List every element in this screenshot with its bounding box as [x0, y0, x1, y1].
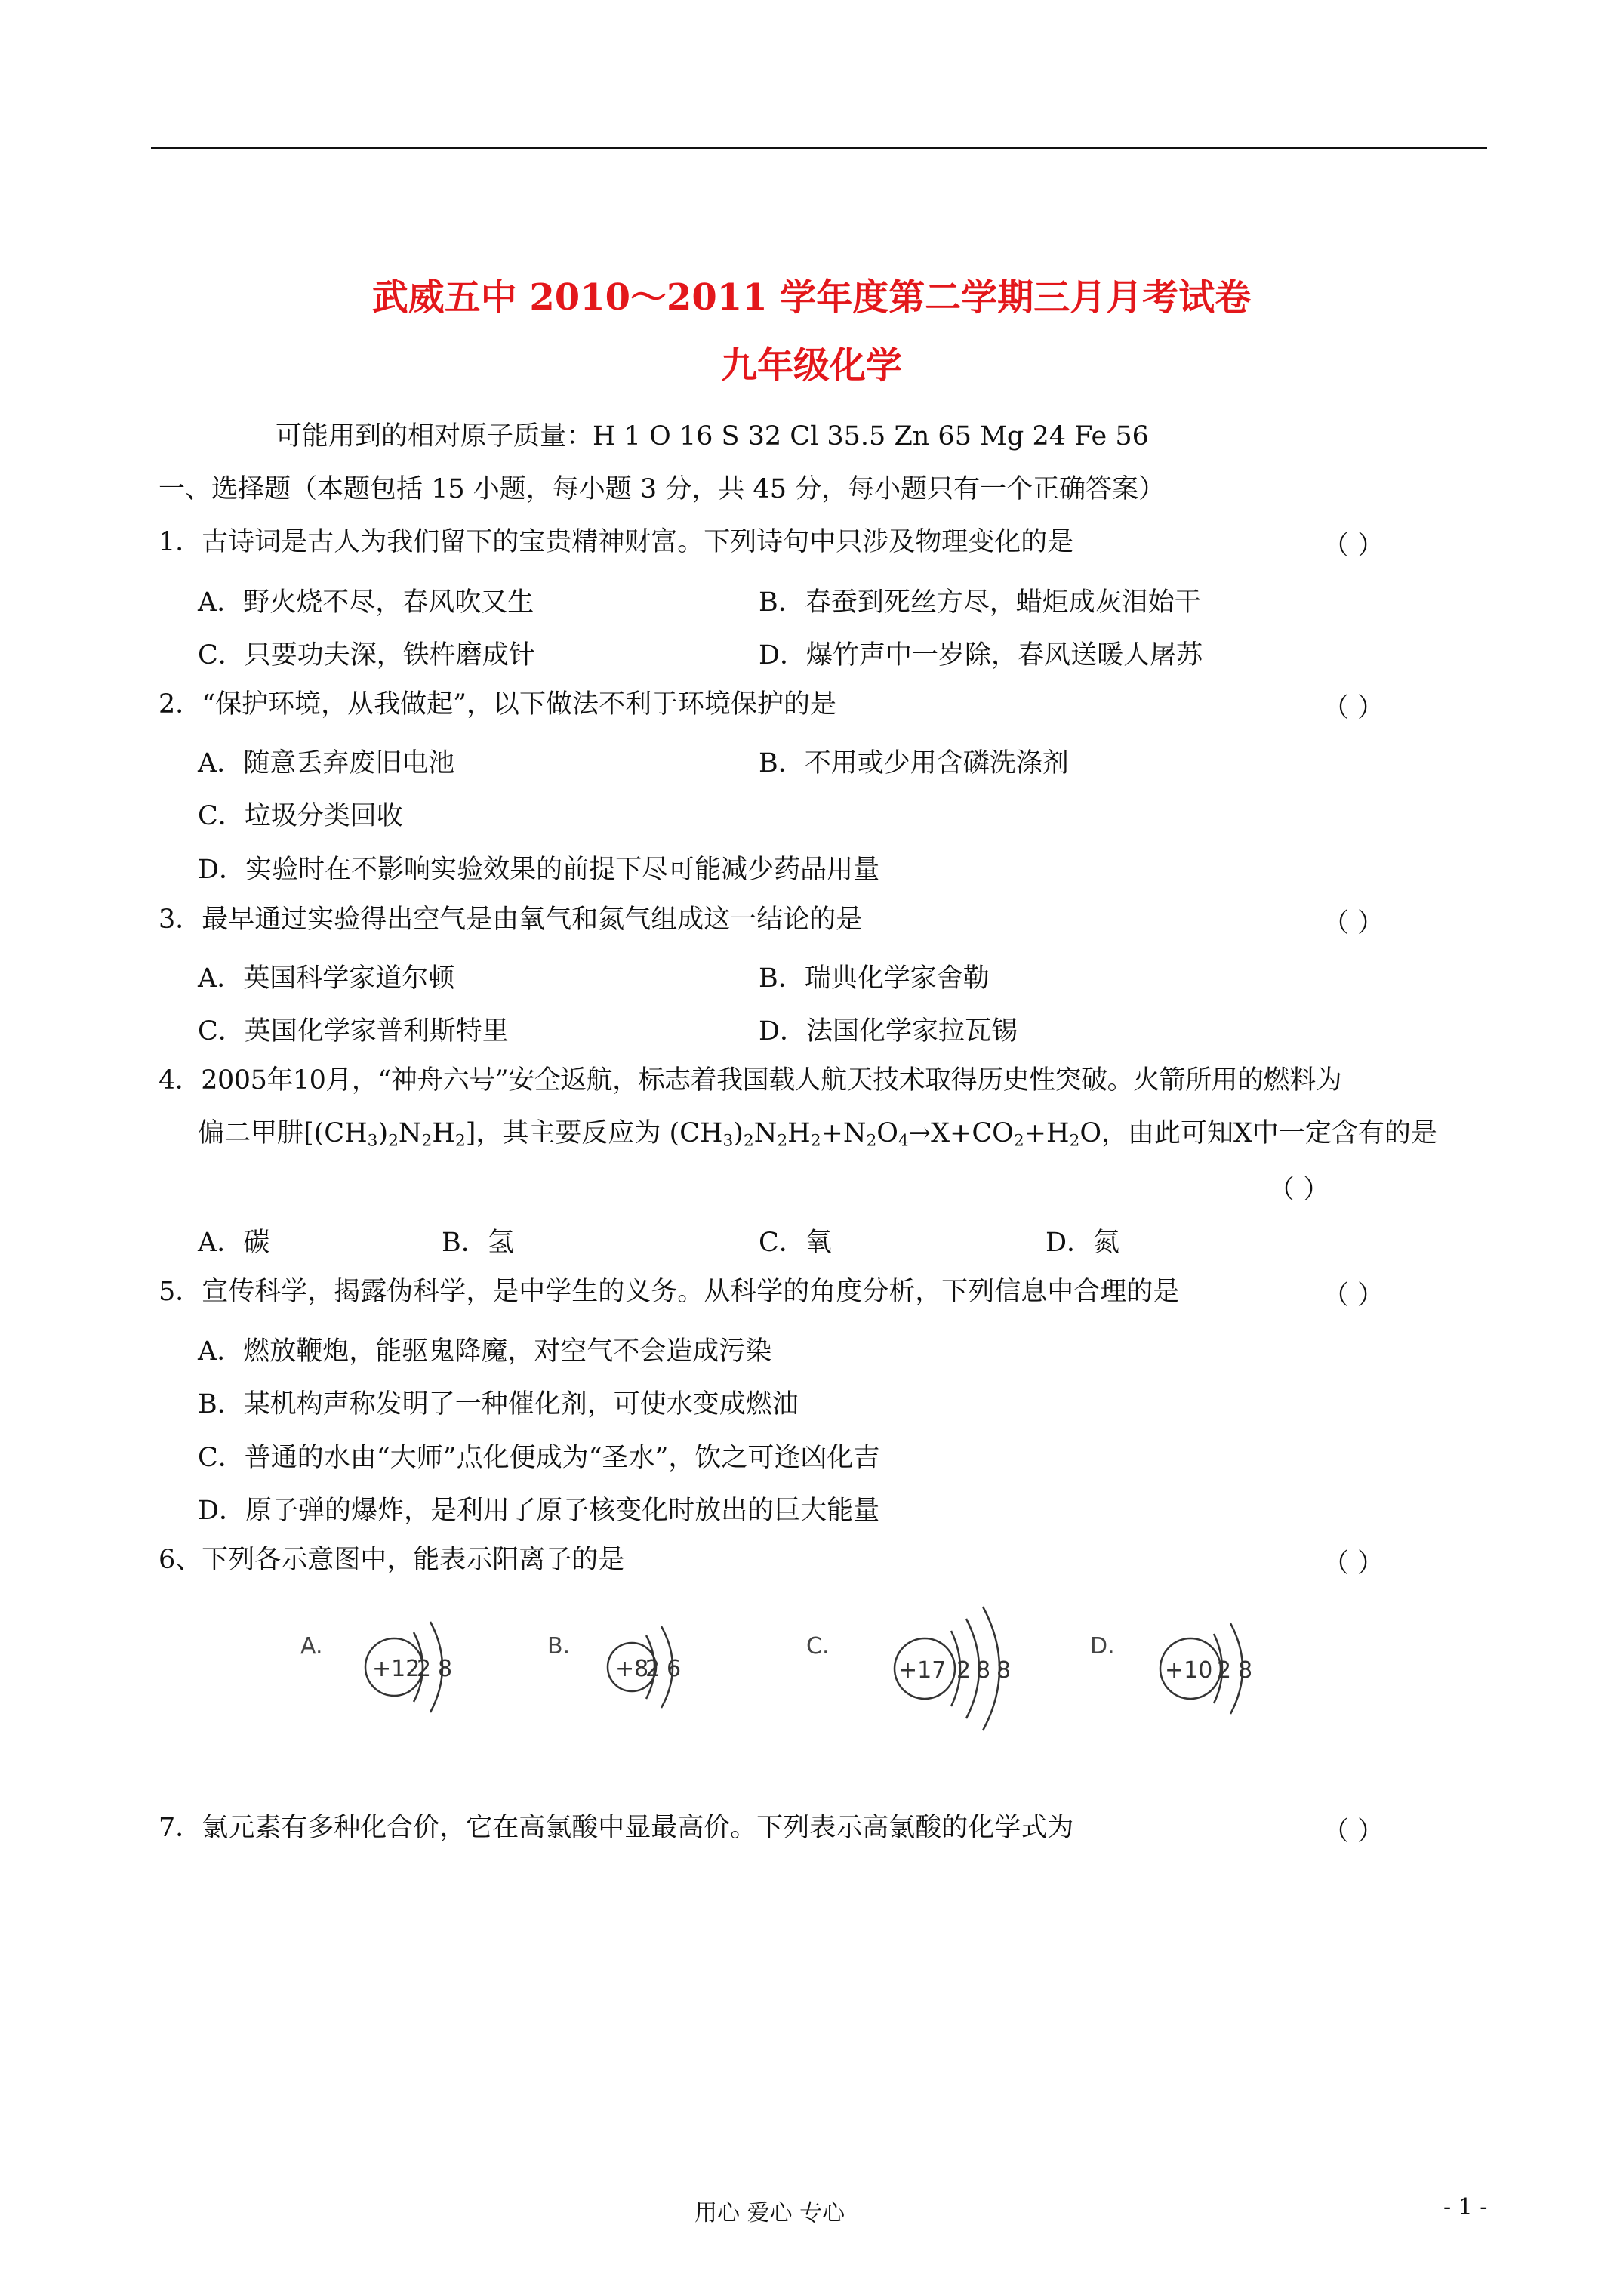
q2-option-a: A．随意丢弃废旧电池 [198, 748, 455, 778]
q4-option-d: D．氮 [1046, 1228, 1120, 1258]
diagram-label-d: D. [1090, 1633, 1115, 1660]
shell-electrons-a-1: 2 [417, 1656, 432, 1682]
q3-answer-paren: （ ） [1323, 908, 1384, 938]
shell-electrons-c-2: 8 [976, 1657, 991, 1684]
q1-option-b: B．春蚕到死丝方尽，蜡炬成灰泪始干 [759, 587, 1201, 618]
q3-option-a: A．英国科学家道尔顿 [198, 963, 455, 994]
q1-option-c: C．只要功夫深，铁杵磨成针 [198, 640, 535, 670]
shell-electrons-b-1: 2 [645, 1656, 661, 1682]
shell-electrons-d-2: 8 [1238, 1657, 1253, 1684]
q2-answer-paren: （ ） [1323, 693, 1384, 723]
q3-stem: 3．最早通过实验得出空气是由氧气和氮气组成这一结论的是 [159, 905, 863, 935]
q5-stem: 5．宣传科学，揭露伪科学，是中学生的义务。从科学的角度分析，下列信息中合理的是 [159, 1277, 1180, 1307]
atom-diagram-d [1090, 1623, 1252, 1714]
nucleus-charge-b: +8 [615, 1656, 649, 1682]
shell-electrons-c-3: 8 [996, 1657, 1012, 1684]
q1-stem: 1．古诗词是古人为我们留下的宝贵精神财富。下列诗句中只涉及物理变化的是 [159, 527, 1074, 557]
q2-option-c: C．垃圾分类回收 [198, 801, 403, 831]
diagram-label-a: A. [300, 1633, 323, 1660]
exam-title: 武威五中 2010～2011 学年度第二学期三月月考试卷 [371, 276, 1252, 319]
atom-diagram-b [547, 1626, 681, 1708]
shell-electrons-a-2: 8 [438, 1656, 453, 1682]
nucleus-charge-d: +10 [1165, 1657, 1213, 1684]
q2-stem: 2．“保护环境，从我做起”，以下做法不利于环境保护的是 [159, 689, 837, 720]
q5-answer-paren: （ ） [1323, 1281, 1384, 1311]
page-number: - 1 - [1443, 2194, 1488, 2220]
diagram-label-b: B. [547, 1633, 571, 1660]
exam-subtitle: 九年级化学 [720, 344, 902, 387]
atom-diagrams [287, 1593, 1344, 1759]
q3-option-d: D．法国化学家拉瓦锡 [759, 1016, 1018, 1046]
nucleus-charge-a: +12 [372, 1656, 420, 1682]
q5-option-b: B．某机构声称发明了一种催化剂，可使水变成燃油 [198, 1389, 799, 1419]
q4-stem-line2: 偏二甲肼$[(CH_3)_2N_2H_2]$，其主要反应为 $(CH_3)_2N_2H_2+N_2O_4\to X+CO_2+H_2O$，由此可知X中一定含有的是 [198, 1118, 1437, 1151]
atomic-masses: 可能用到的相对原子质量：H 1 O 16 S 32 Cl 35.5 Zn 65 Mg 24 Fe 56 [276, 421, 1149, 451]
q2-option-d: D．实验时在不影响实验效果的前提下尽可能减少药品用量 [198, 855, 880, 885]
q1-answer-paren: （ ） [1323, 531, 1384, 561]
q4-option-a: A．碳 [198, 1228, 270, 1258]
shell-electrons-b-2: 6 [667, 1656, 682, 1682]
q7-answer-paren: （ ） [1323, 1817, 1384, 1847]
q6-answer-paren: （ ） [1323, 1549, 1384, 1579]
q4-stem-line1: 4．2005年10月，“神舟六号”安全返航，标志着我国载人航天技术取得历史性突破。火箭所用的燃料为 [159, 1065, 1342, 1096]
q4-option-c: C．氧 [759, 1228, 832, 1258]
shell-electrons-c-1: 2 [956, 1657, 972, 1684]
q5-option-d: D．原子弹的爆炸，是利用了原子核变化时放出的巨大能量 [198, 1496, 880, 1526]
q5-option-a: A．燃放鞭炮，能驱鬼降魔，对空气不会造成污染 [198, 1336, 772, 1367]
shell-electrons-d-1: 2 [1217, 1657, 1232, 1684]
atom-diagram-a [300, 1622, 452, 1712]
q1-option-a: A．野火烧不尽，春风吹又生 [198, 587, 534, 618]
q3-option-b: B．瑞典化学家舍勒 [759, 963, 990, 994]
q6-stem: 6、下列各示意图中，能表示阳离子的是 [159, 1545, 625, 1575]
q1-option-d: D．爆竹声中一岁除，春风送暖人屠苏 [759, 640, 1203, 670]
q2-option-b: B．不用或少用含磷洗涤剂 [759, 748, 1069, 778]
nucleus-charge-c: +17 [898, 1657, 947, 1684]
q7-stem: 7．氯元素有多种化合价，它在高氯酸中显最高价。下列表示高氯酸的化学式为 [159, 1813, 1074, 1843]
header-rule [151, 147, 1487, 149]
section-heading: 一、选择题（本题包括 15 小题，每小题 3 分，共 45 分，每小题只有一个正确答案） [159, 474, 1166, 504]
q3-option-c: C．英国化学家普利斯特里 [198, 1016, 509, 1046]
footer-motto: 用心 爱心 专心 [694, 2200, 845, 2227]
q4-option-b: B．氢 [442, 1228, 514, 1258]
atom-diagram-c [806, 1607, 1011, 1730]
diagram-label-c: C. [806, 1633, 830, 1660]
q5-option-c: C．普通的水由“大师”点化便成为“圣水”，饮之可逢凶化吉 [198, 1443, 880, 1473]
q4-answer-paren: （ ） [1268, 1175, 1330, 1205]
